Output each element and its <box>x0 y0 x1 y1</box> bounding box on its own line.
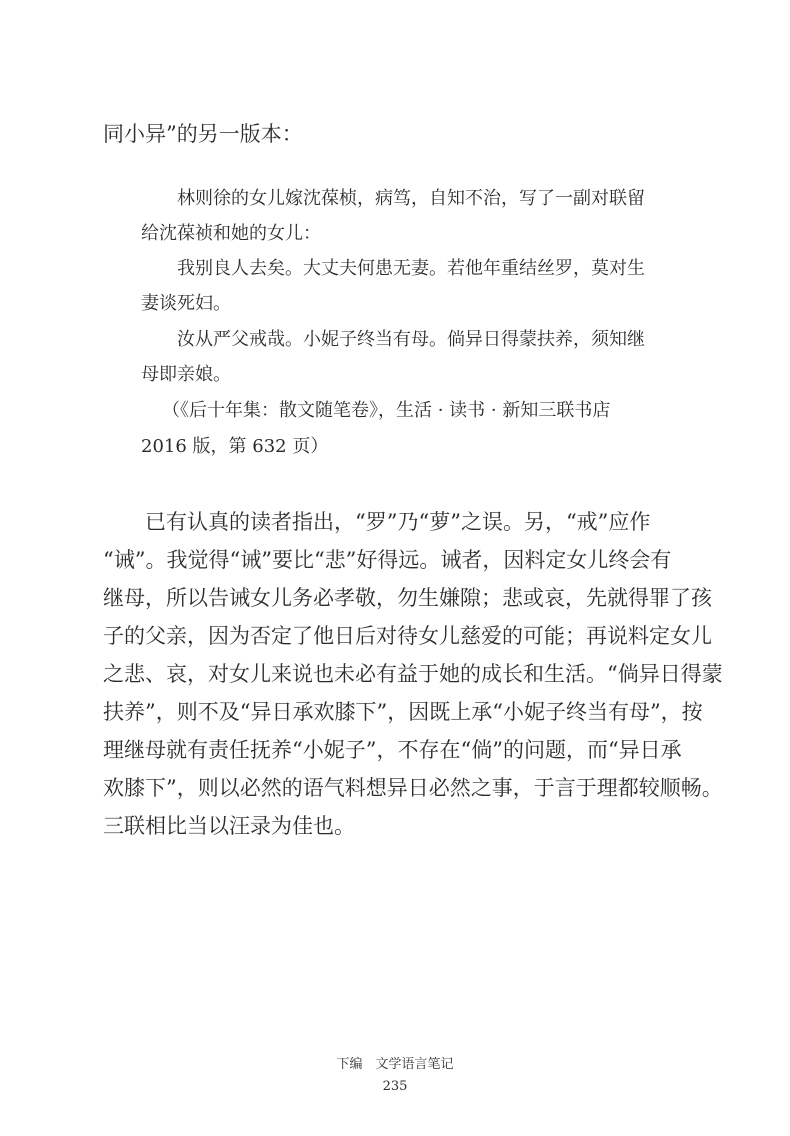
quote-intro-line: 林则徐的女儿嫁沈葆桢，病笃，自知不治，写了一副对联留 <box>177 188 645 209</box>
quote-intro-line: 给沈葆祯和她的女儿： <box>141 223 321 244</box>
page-number: 235 <box>382 1079 408 1094</box>
citation-line: （《后十年集：散文随笔卷》，生活 · 读书 · 新知三联书店 <box>162 400 611 421</box>
couplet-line: 我别良人去矣。大丈夫何患无妻。若他年重结丝罗，莫对生 <box>177 258 645 279</box>
paragraph-line: 继母，所以告诫女儿务必孝敬，勿生嫌隙；悲或哀，先就得罪了孩 <box>103 586 712 610</box>
paragraph-line: 之悲、哀，对女儿来说也未必有益于她的成长和生活。“倘异日得蒙 <box>103 662 723 686</box>
paragraph-line: 子的父亲，因为否定了他日后对待女儿慈爱的可能；再说料定女儿 <box>103 624 712 648</box>
paragraph-line: 欢膝下”，则以必然的语气料想异日必然之事，于言于理都较顺畅。 <box>103 776 723 800</box>
paragraph-line: 理继母就有责任抚养“小妮子”，不存在“倘”的问题，而“异日承 <box>103 738 682 762</box>
paragraph-line: 扶养”，则不及“异日承欢膝下”，因既上承“小妮子终当有母”，按 <box>103 700 703 724</box>
couplet-line: 妻谈死妇。 <box>141 293 231 314</box>
paragraph-line: 已有认真的读者指出，“罗”乃“萝”之误。另，“戒”应作 <box>145 510 651 534</box>
couplet-line: 母即亲娘。 <box>141 364 231 385</box>
body-line-continuation: 同小异”的另一版本： <box>103 122 303 146</box>
running-footer: 下编 文学语言笔记 <box>336 1057 454 1072</box>
citation-line: 2016 版，第 632 页） <box>141 436 329 457</box>
couplet-line: 汝从严父戒哉。小妮子终当有母。倘异日得蒙扶养，须知继 <box>177 329 645 350</box>
paragraph-line: 三联相比当以汪录为佳也。 <box>103 814 355 838</box>
paragraph-line: “诫”。我觉得“诫”要比“悲”好得远。诫者，因料定女儿终会有 <box>103 548 672 572</box>
